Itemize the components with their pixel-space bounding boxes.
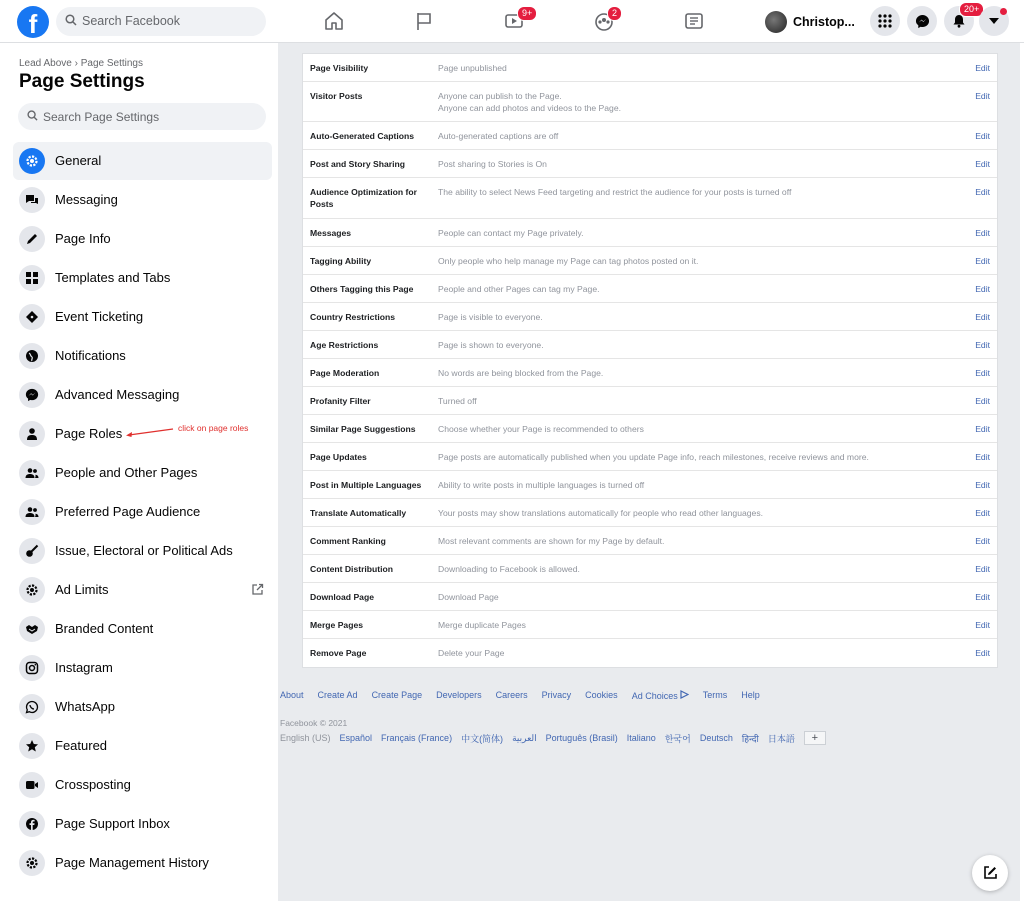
edit-link[interactable]: Edit [975,592,990,602]
edit-link[interactable]: Edit [975,340,990,350]
edit-link[interactable]: Edit [975,564,990,574]
messenger-icon [915,14,930,29]
avatar [765,11,787,33]
edit-link[interactable]: Edit [975,312,990,322]
video-icon [19,772,45,798]
row-value: Your posts may show translations automatically for people who read other languages. [438,508,764,518]
footer-link-about[interactable]: About [280,690,304,700]
settings-row-post-in-multiple-languages [303,471,997,499]
edit-link[interactable]: Edit [975,536,990,546]
settings-row-profanity-filter [303,387,997,415]
sidebar-item-label: Ad Limits [55,582,109,597]
edit-link[interactable]: Edit [975,256,990,266]
page-title: Page Settings [19,71,145,92]
facebook-icon [19,811,45,837]
search-placeholder: Search Facebook [82,14,180,28]
breadcrumb[interactable]: Lead Above › Page Settings [19,58,143,69]
settings-row-others-tagging [303,275,997,303]
settings-row-page-visibility [303,54,997,82]
edit-link[interactable]: Edit [975,480,990,490]
ticket-icon [19,304,45,330]
globe-icon [19,343,45,369]
sidebar-item-label: Preferred Page Audience [55,504,201,519]
groups-badge: 2 [607,6,622,21]
edit-link[interactable]: Edit [975,620,990,630]
sidebar-item-label: Featured [55,738,108,753]
facebook-search-input[interactable] [56,7,266,36]
footer-link-create-ad[interactable]: Create Ad [317,690,358,700]
pencil-icon [19,226,45,252]
sidebar-item-crossposting[interactable] [13,766,272,804]
language-link[interactable]: Português (Brasil) [545,733,618,743]
settings-row-comment-ranking [303,527,997,555]
edit-link[interactable]: Edit [975,91,990,101]
new-message-button[interactable] [972,855,1008,891]
row-value: Delete your Page [438,648,505,658]
pages-flag-icon[interactable] [413,10,435,32]
row-label: Profanity Filter [310,396,371,406]
messenger-icon [19,382,45,408]
more-languages-button[interactable]: + [804,731,826,745]
language-link[interactable]: Italiano [626,733,656,743]
language-link[interactable]: Français (France) [381,733,453,743]
edit-link[interactable]: Edit [975,228,990,238]
footer-link-ad-choices[interactable] [632,690,689,701]
language-link[interactable]: 한국어 [664,733,691,744]
edit-link[interactable]: Edit [975,508,990,518]
sidebar-item-page-management-history[interactable] [13,844,272,882]
gear-icon [19,850,45,876]
settings-search-input[interactable] [18,103,266,130]
row-value-line: Anyone can publish to the Page. [438,91,562,101]
sidebar-item-political-ads[interactable] [13,532,272,570]
row-value: Page unpublished [438,63,507,73]
sidebar-item-templates-and-tabs[interactable] [13,259,272,297]
row-value: Only people who help manage my Page can tag photos posted on it. [438,256,699,266]
language-link[interactable]: Español [339,733,373,743]
sidebar-item-instagram[interactable] [13,649,272,687]
video-badge: 9+ [517,6,537,21]
whatsapp-icon [19,694,45,720]
ad-choices-label: Ad Choices [631,691,678,701]
language-link[interactable]: 中文(简体) [461,733,504,744]
row-label: Age Restrictions [310,340,379,350]
star-icon [19,733,45,759]
settings-row-visitor-posts [303,82,997,122]
menu-grid-button[interactable] [870,6,900,36]
settings-search-placeholder: Search Page Settings [43,110,160,124]
messenger-button[interactable] [907,6,937,36]
sidebar-item-label: Branded Content [55,621,154,636]
settings-main [278,43,1020,901]
row-label: Comment Ranking [310,536,386,546]
grid-menu-icon [878,14,892,28]
settings-row-country-restrictions [303,303,997,331]
sidebar-item-label: Event Ticketing [55,309,144,324]
footer-link-terms[interactable]: Terms [702,690,728,700]
people-icon [19,460,45,486]
top-navigation-bar [0,0,1024,43]
instagram-icon [19,655,45,681]
settings-row-download-page [303,583,997,611]
settings-row-messages [303,219,997,247]
settings-row-translate-automatically [303,499,997,527]
settings-sidebar [0,43,278,901]
row-value: Merge duplicate Pages [438,620,526,630]
home-icon[interactable] [323,10,345,32]
row-value: Turned off [438,396,477,406]
settings-row-remove-page [303,639,997,667]
row-label: Page Moderation [310,368,380,378]
sidebar-item-label: General [55,153,102,168]
notifications-badge: 20+ [959,2,984,17]
row-value: No words are being blocked from the Page. [438,368,604,378]
row-label: Translate Automatically [310,508,407,518]
edit-link[interactable]: Edit [975,131,990,141]
caret-down-icon [989,17,999,25]
edit-link[interactable]: Edit [975,424,990,434]
row-label: Post and Story Sharing [310,159,406,169]
row-value: The ability to select News Feed targeting and restrict the audience for your posts is turned off [438,187,792,197]
search-icon [65,14,77,26]
row-label: Merge Pages [310,620,364,630]
row-value: Auto-generated captions are off [438,131,559,141]
edit-link[interactable]: Edit [975,648,990,658]
account-alert-dot [1000,8,1007,15]
sidebar-item-label: Instagram [55,660,113,675]
sidebar-item-preferred-page-audience[interactable] [13,493,272,531]
sidebar-item-notifications[interactable] [13,337,272,375]
row-label: Others Tagging this Page [310,284,414,294]
row-value: Ability to write posts in multiple languages is turned off [438,480,645,490]
row-value: Page is shown to everyone. [438,340,544,350]
row-value: Page posts are automatically published when you update Page info, reach milestones, receive reviews and more. [438,452,869,462]
language-selector [280,731,826,745]
edit-link[interactable]: Edit [975,187,990,197]
sidebar-item-label: Templates and Tabs [55,270,171,285]
row-label: Page Updates [310,452,367,462]
settings-row-auto-generated-captions [303,122,997,150]
settings-row-tagging-ability [303,247,997,275]
sidebar-item-event-ticketing[interactable] [13,298,272,336]
profile-name: Christop... [793,15,855,29]
profile-button[interactable] [765,8,855,36]
edit-link[interactable]: Edit [975,284,990,294]
settings-row-page-updates [303,443,997,471]
settings-row-page-moderation [303,359,997,387]
sidebar-item-label: WhatsApp [55,699,115,714]
row-label: Country Restrictions [310,312,395,322]
guitar-icon [19,538,45,564]
language-link[interactable]: Deutsch [699,733,733,743]
sidebar-item-messaging[interactable] [13,181,272,219]
footer-link-create-page[interactable]: Create Page [371,690,423,700]
general-settings-table [302,53,998,668]
row-value: Most relevant comments are shown for my Page by default. [438,536,665,546]
sidebar-item-label: People and Other Pages [55,465,198,480]
compose-icon [982,865,998,881]
row-label: Content Distribution [310,564,394,574]
sidebar-item-label: Page Management History [55,855,209,870]
settings-row-audience-optimization [303,178,997,219]
row-value [438,90,958,114]
sidebar-item-label: Page Roles [55,426,123,441]
row-label: Visitor Posts [310,91,363,101]
handshake-icon [19,616,45,642]
sidebar-item-advanced-messaging[interactable] [13,376,272,414]
sidebar-item-people-and-other-pages[interactable] [13,454,272,492]
footer-link-privacy[interactable]: Privacy [541,690,572,700]
sidebar-item-featured[interactable] [13,727,272,765]
gear-icon [19,148,45,174]
people-icon [19,499,45,525]
language-link[interactable]: العربية [512,732,537,743]
chat-icon [19,187,45,213]
copyright: Facebook © 2021 [280,718,348,728]
row-label: Auto-Generated Captions [310,131,415,141]
edit-link[interactable]: Edit [975,396,990,406]
sidebar-item-page-info[interactable] [13,220,272,258]
edit-link[interactable]: Edit [975,452,990,462]
row-value: Choose whether your Page is recommended to others [438,424,644,434]
external-link-icon [251,583,264,596]
sidebar-item-general[interactable] [13,142,272,180]
row-label: Download Page [310,592,374,602]
row-label: Tagging Ability [310,256,372,266]
row-label: Page Visibility [310,63,369,73]
row-label: Similar Page Suggestions [310,424,416,434]
settings-row-similar-page-suggestions [303,415,997,443]
sidebar-item-whatsapp[interactable] [13,688,272,726]
row-label: Audience Optimization for Posts [310,187,417,209]
sidebar-item-label: Messaging [55,192,118,207]
settings-row-post-and-story-sharing [303,150,997,178]
row-value: Downloading to Facebook is allowed. [438,564,580,574]
annotation-arrow-icon [125,426,175,438]
sidebar-item-label: Page Support Inbox [55,816,170,831]
sidebar-item-label: Issue, Electoral or Political Ads [55,543,233,558]
search-icon [27,110,38,121]
footer-link-cookies[interactable]: Cookies [585,690,618,700]
row-value-line: Anyone can add photos and videos to the Page. [438,103,621,113]
row-value: Post sharing to Stories is On [438,159,547,169]
sidebar-item-label: Notifications [55,348,126,363]
current-language: English (US) [280,733,331,743]
row-value: People can contact my Page privately. [438,228,584,238]
annotation-text: click on page roles [178,423,249,433]
settings-row-content-distribution [303,555,997,583]
language-link[interactable]: हिन्दी [741,733,759,744]
row-label: Messages [310,228,352,238]
language-link[interactable]: 日本語 [767,733,795,744]
sidebar-item-label: Page Info [55,231,111,246]
sidebar-item-branded-content[interactable] [13,610,272,648]
gear-icon [19,577,45,603]
settings-row-merge-pages [303,611,997,639]
ad-choices-icon [680,690,689,699]
footer-link-help[interactable]: Help [741,690,760,700]
sidebar-item-ad-limits[interactable] [13,571,272,609]
gaming-news-icon[interactable] [683,10,705,32]
row-value: People and other Pages can tag my Page. [438,284,600,294]
row-label: Post in Multiple Languages [310,480,422,490]
edit-link[interactable]: Edit [975,63,990,73]
footer-link-developers[interactable]: Developers [436,690,482,700]
row-value: Page is visible to everyone. [438,312,543,322]
row-label: Remove Page [310,648,367,658]
grid-icon [19,265,45,291]
facebook-logo-icon[interactable]: f [17,6,49,38]
edit-link[interactable]: Edit [975,159,990,169]
settings-row-age-restrictions [303,331,997,359]
sidebar-item-label: Advanced Messaging [55,387,180,402]
person-icon [19,421,45,447]
row-value: Download Page [438,592,499,602]
footer-links [280,690,760,701]
edit-link[interactable]: Edit [975,368,990,378]
sidebar-item-label: Crossposting [55,777,131,792]
footer-link-careers[interactable]: Careers [495,690,528,700]
sidebar-item-page-support-inbox[interactable] [13,805,272,843]
